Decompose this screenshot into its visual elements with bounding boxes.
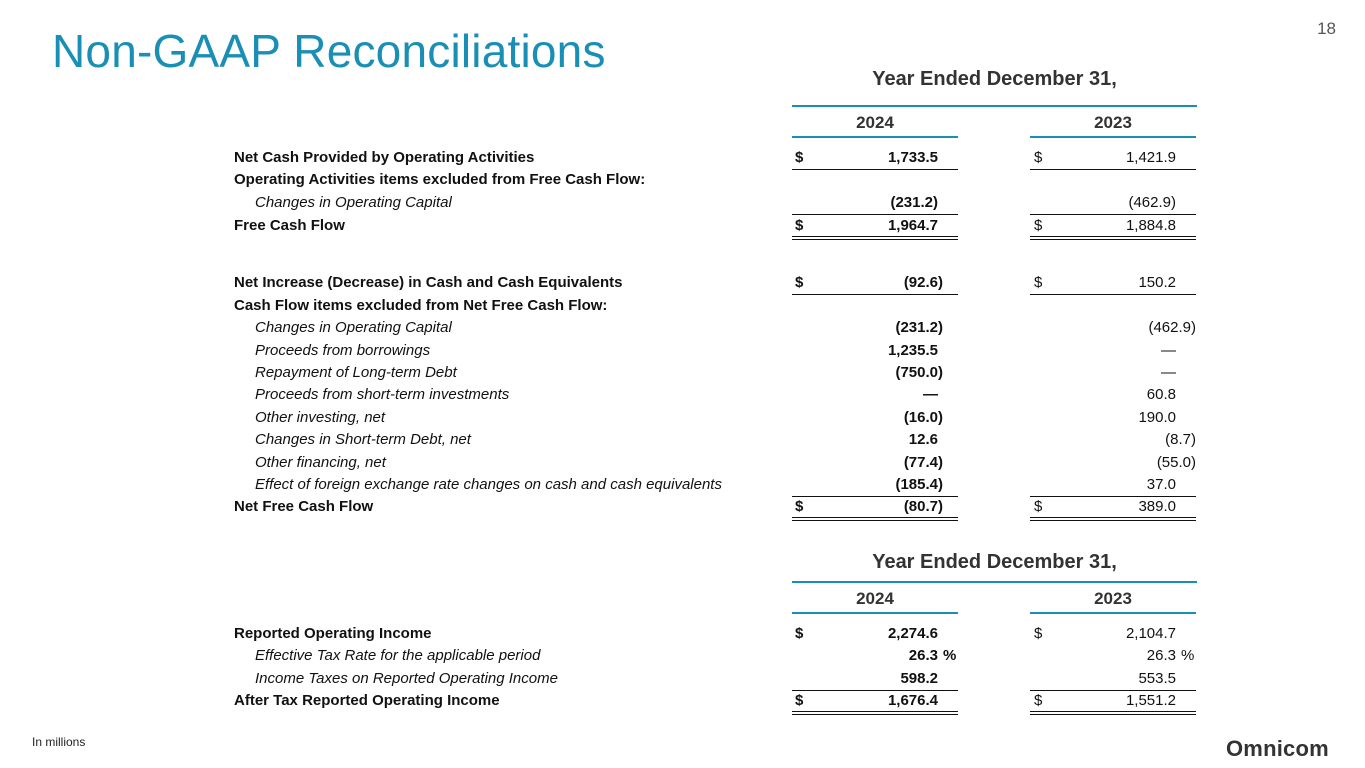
table-row [0, 645, 1365, 667]
table-row [0, 623, 1365, 645]
currency-2023: $ [1034, 274, 1043, 291]
table1-period-header: Year Ended December 31, [872, 68, 1117, 90]
row-label: Effect of foreign exchange rate changes on cash and cash equivalents [255, 476, 722, 493]
row-label: Changes in Operating Capital [255, 194, 452, 211]
double-underline-2023 [1030, 517, 1196, 521]
table2-year-2023: 2023 [1094, 589, 1132, 608]
table1-header-rule [792, 105, 1197, 107]
row-label: Changes in Operating Capital [255, 319, 452, 336]
value-2024: 12.6 [908, 431, 938, 448]
value-2024: 2,274.6 [887, 625, 938, 642]
currency-2023: $ [1034, 498, 1043, 515]
table-row [0, 272, 1365, 294]
page-number: 18 [1317, 19, 1336, 38]
row-label: Operating Activities items excluded from Free Cash Flow: [234, 171, 646, 188]
currency-2024: $ [795, 692, 804, 709]
value-2024: — [923, 386, 938, 403]
double-underline-2024 [792, 236, 958, 240]
value-2024: 598.2 [900, 670, 938, 687]
value-2024: (16.0) [903, 409, 943, 426]
row-label: Proceeds from borrowings [255, 342, 431, 359]
currency-2024: $ [795, 625, 804, 642]
table-row [0, 317, 1365, 339]
table-row [0, 429, 1365, 451]
row-label: After Tax Reported Operating Income [234, 692, 500, 709]
value-2023: — [1161, 364, 1176, 381]
omnicom-logo: Omnicom [1226, 736, 1329, 761]
currency-2023: $ [1034, 217, 1043, 234]
table1-year-2024-rule [792, 136, 958, 138]
value-2023: (55.0) [1156, 454, 1196, 471]
table-row [0, 295, 1365, 317]
value-2023: (8.7) [1165, 431, 1196, 448]
value-2023: 37.0 [1146, 476, 1176, 493]
table-row [0, 668, 1365, 690]
value-2023: 1,884.8 [1125, 217, 1176, 234]
currency-2023: $ [1034, 625, 1043, 642]
row-label: Other investing, net [255, 409, 386, 426]
row-label: Effective Tax Rate for the applicable period [255, 647, 541, 664]
double-underline-2023 [1030, 711, 1196, 715]
value-2023: 150.2 [1138, 274, 1176, 291]
currency-2024: $ [795, 149, 804, 166]
table1-year-2023-rule [1030, 136, 1196, 138]
currency-2024: $ [795, 498, 804, 515]
value-2024: 1,964.7 [887, 217, 938, 234]
value-2024: (185.4) [895, 476, 943, 493]
value-2024: (231.2) [890, 194, 938, 211]
value-2024: 26.3 [908, 647, 938, 664]
table2-year-2024-rule [792, 612, 958, 614]
row-label: Free Cash Flow [234, 217, 345, 234]
double-underline-2023 [1030, 236, 1196, 240]
table2-year-2023-rule [1030, 612, 1196, 614]
row-label: Net Free Cash Flow [234, 498, 374, 515]
row-label: Cash Flow items excluded from Net Free Cash Flow: [234, 297, 608, 314]
value-2024: 1,235.5 [887, 342, 938, 359]
row-label: Reported Operating Income [234, 625, 432, 642]
table-row [0, 147, 1365, 169]
table-row [0, 340, 1365, 362]
value-2024: (92.6) [903, 274, 943, 291]
row-label: Net Cash Provided by Operating Activities [234, 149, 535, 166]
value-2023: 60.8 [1146, 386, 1176, 403]
percent-suffix-2024: % [943, 647, 957, 664]
table-row [0, 452, 1365, 474]
currency-2023: $ [1034, 692, 1043, 709]
row-label: Other financing, net [255, 454, 386, 471]
value-2024: (80.7) [903, 498, 943, 515]
table1-year-2023: 2023 [1094, 113, 1132, 132]
table2-header-rule [792, 581, 1197, 583]
table1-year-2024: 2024 [856, 113, 894, 132]
currency-2023: $ [1034, 149, 1043, 166]
value-2024: (77.4) [903, 454, 943, 471]
row-label: Changes in Short-term Debt, net [255, 431, 471, 448]
value-2023: 553.5 [1138, 670, 1176, 687]
table-row [0, 192, 1365, 214]
double-underline-2024 [792, 711, 958, 715]
currency-2024: $ [795, 217, 804, 234]
value-2023: 190.0 [1138, 409, 1176, 426]
page-title: Non-GAAP Reconciliations [52, 25, 606, 77]
value-2023: (462.9) [1148, 319, 1196, 336]
row-label: Proceeds from short-term investments [255, 386, 510, 403]
value-2024: (231.2) [895, 319, 943, 336]
double-underline-2024 [792, 517, 958, 521]
value-2024: 1,676.4 [887, 692, 938, 709]
value-2023: 1,551.2 [1125, 692, 1176, 709]
table-row [0, 384, 1365, 406]
footnote: In millions [32, 735, 86, 749]
row-label: Income Taxes on Reported Operating Income [255, 670, 558, 687]
value-2023: 2,104.7 [1125, 625, 1176, 642]
value-2023: 1,421.9 [1125, 149, 1176, 166]
table2-year-2024: 2024 [856, 589, 894, 608]
currency-2024: $ [795, 274, 804, 291]
value-2023: 389.0 [1138, 498, 1176, 515]
table-row [0, 215, 1365, 237]
table-row [0, 690, 1365, 712]
table-row [0, 496, 1365, 518]
value-2024: (750.0) [895, 364, 943, 381]
table-row [0, 362, 1365, 384]
value-2023: (462.9) [1128, 194, 1176, 211]
table-row [0, 474, 1365, 496]
value-2023: 26.3 [1146, 647, 1176, 664]
value-2023: — [1161, 342, 1176, 359]
row-label: Net Increase (Decrease) in Cash and Cash Equivalents [234, 274, 623, 291]
row-label: Repayment of Long-term Debt [255, 364, 457, 381]
table-row [0, 407, 1365, 429]
value-2024: 1,733.5 [887, 149, 938, 166]
table-row [0, 169, 1365, 191]
table2-period-header: Year Ended December 31, [872, 551, 1117, 573]
percent-suffix-2023: % [1181, 647, 1195, 664]
